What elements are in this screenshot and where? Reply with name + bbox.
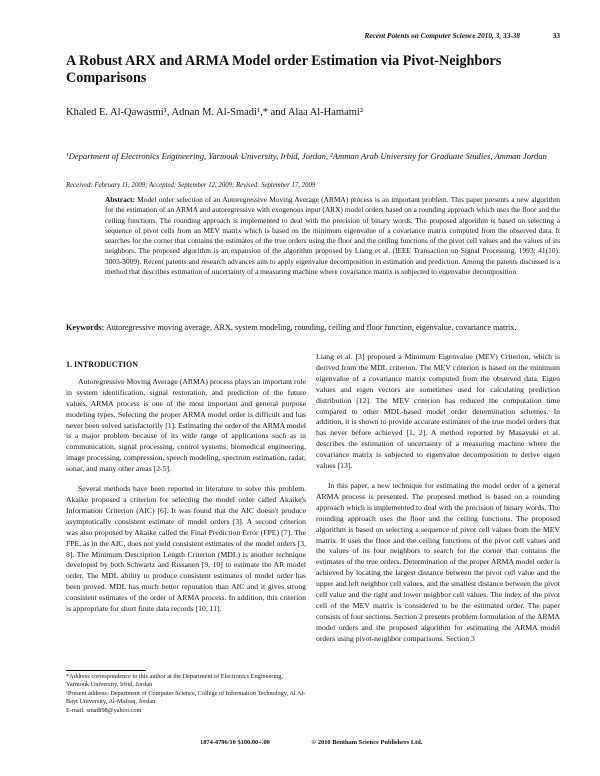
footnote-present-address: ¹Present address: Department of Computer Science, College of Information Technology, Al Al-Bayt University, Al-Mafraq, Jordan (66, 689, 306, 706)
footnote-rule (66, 670, 146, 671)
keywords-text: Autoregressive moving average, ARX, system modeling, rounding, ceiling and floor function, eigenvalue, covariance matrix. (105, 323, 517, 332)
paragraph: Autoregressive Moving Average (ARMA) process plays an important role in system identification, signal restoration, and prediction of the future values. ARMA process is one of the most important and general purpose modeling types. Selecting the proper ARMA model order is difficult and has never been solved satisfactorily [1]. Estimating the order of the ARMA model is a major problem because of its wide range of applications such as in communication, signal processing, control systems, biomedical engineering, image processing, compression, speech modeling, spectrum estimation, radar, sonar, and many other areas [2-5]. (66, 376, 306, 474)
paragraph: In this paper, a new technique for estimating the model order of a general ARMA process is presented. The proposed method is based on a rounding approach which is implemented to deal with the precision of binary words. The rounding approach uses the floor and the ceiling functions. The proposed algorithm is based on selecting a sequence of pivot cell values from the MEV matrix. It uses the floor and the ceiling functions of the pivot cell values and the values of its four neighbors to search for the corner that contains the estimates of the true orders. Determination of the proper ARMA model order is achieved by locating the largest distance between the pivot cell value and the upper and left neighbor cell values, and the smallest distance between the pivot cell value and the right and lower neighbor cell values. The index of the pivot cell of the MEV matrix is considered to be the estimated order. The paper consists of four sections. Section 2 presents problem formulation of the ARMA model orders and the proposed algorithm for estimating the ARMA model orders using pivot-neighbor comparisons. Section 3 (316, 480, 560, 643)
footnotes (66, 673, 306, 715)
right-column (316, 352, 560, 654)
abstract-label: Abstract: (105, 195, 135, 204)
abstract-text: Model order selection of an Autoregressive Moving Average (ARMA) process is an important problem. This paper presents a new algorithm for the estimation of an ARMA and autoregressive with exogenous input (ARX) model orders based on a rounding approach which uses the floor and the ceiling functions. The rounding approach is implemented to deal with the precision of binary words. The proposed algorithm is based on selecting a sequence of pivot cells from an MEV matrix which is based on the minimum eigenvalue of a covariance matrix computed from the observed data. It searches for the corner that contains the estimates of the true orders using the floor and the ceiling functions of the pivot cell values and the values of its neighbors. The proposed algorithm is an expansion of the algorithm proposed by Liang et al. (IEEE Transaction on Signal Processing, 1993; 41(10): 3003-3009). Recent patents and research advances aim to apply eigenvalue decomposition in estimation and prediction. Among the patents discussed is a method that describes estimation of uncertainty of a measuring machine where covariance matrix is subjected to eigenvalue decomposition. (105, 195, 560, 277)
author-list: Khaled E. Al-Qawasmi¹, Adnan M. Al-Smadi¹,* and Alaa Al-Hamami² (66, 107, 363, 118)
affiliations: ¹Department of Electronics Engineering, Yarmouk University, Irbid, Jordan, ²Amman Arab University for Graduate Studies, Amman Jordan (66, 151, 547, 161)
left-column (66, 360, 306, 624)
copyright: © 2010 Bentham Science Publishers Ltd. (311, 739, 423, 746)
journal-citation: Recent Patents on Computer Science 2010, 3, 33-38 (364, 31, 520, 40)
issn: 1874-4796/10 $100.00+.00 (200, 739, 270, 746)
page-footer (200, 739, 500, 746)
footnote-email: E-mail: smadi98@yahoo.com (66, 706, 142, 714)
keywords (66, 322, 558, 333)
section-heading: 1. INTRODUCTION (66, 360, 139, 369)
keywords-label: Keywords: (66, 323, 105, 332)
footnote-correspondence: *Address correspondence to this author at the Department of Electronics Engineering, Yarmouk University, Irbid, Jordan (66, 673, 283, 689)
page-number: 33 (552, 31, 560, 40)
abstract (105, 195, 560, 277)
paper-title: A Robust ARX and ARMA Model order Estimation via Pivot-Neighbors Comparisons (66, 53, 502, 86)
submission-dates: Received: February 11, 2009; Accepted: September 12, 2009; Revised: September 17, 2009 (66, 182, 316, 189)
paragraph: Liang et al. [3] proposed a Minimum Eigenvalue (MEV) Criterion, which is derived from the MDL criterion. The MEV criterion is based on the minimum eigenvalue of a covariance matrix computed from the observed data. Eigen values and eigen vectors are sometimes used for calculating prediction distribution [12]. The MEV criterion has reduced the computation time compared to other MDL-based model order determination schemes. In addition, it is shown to provide accurate estimates of the true model orders that has never before achieved [1, 2]. A method reported by Masayuki et al. describes the estimation of uncertainty of a measuring machine where the covariance matrix is subjected to eigenvalue decomposition to derive eigen values [13]. (316, 352, 560, 471)
paragraph: Several methods have been reported in literature to solve this problem. Akaike proposed a criterion for selecting the model order called Akaike's Information Criterion (AIC) [6]. It was found that the AIC doesn't produce asymptotically consistent estimate of model orders [3]. A second criterion was also proposed by Akaike called the Final Prediction Error (FPE) [7]. The FPE, as in the AIC, does not yield consistent estimates of the model orders [3, 8]. The Minimum Description Length Criterion (MDL) is another technique developed by both Schwartz and Rissanen [9, 10] to estimate the AR model order. The MDL ability to produce consistent estimates of model order has been proved. MDL has much better reputation than AIC and it gives strong consistent estimates of the order of ARMA process. In addition, this criterion is appropriate for short finite data records [10, 11]. (66, 484, 306, 614)
